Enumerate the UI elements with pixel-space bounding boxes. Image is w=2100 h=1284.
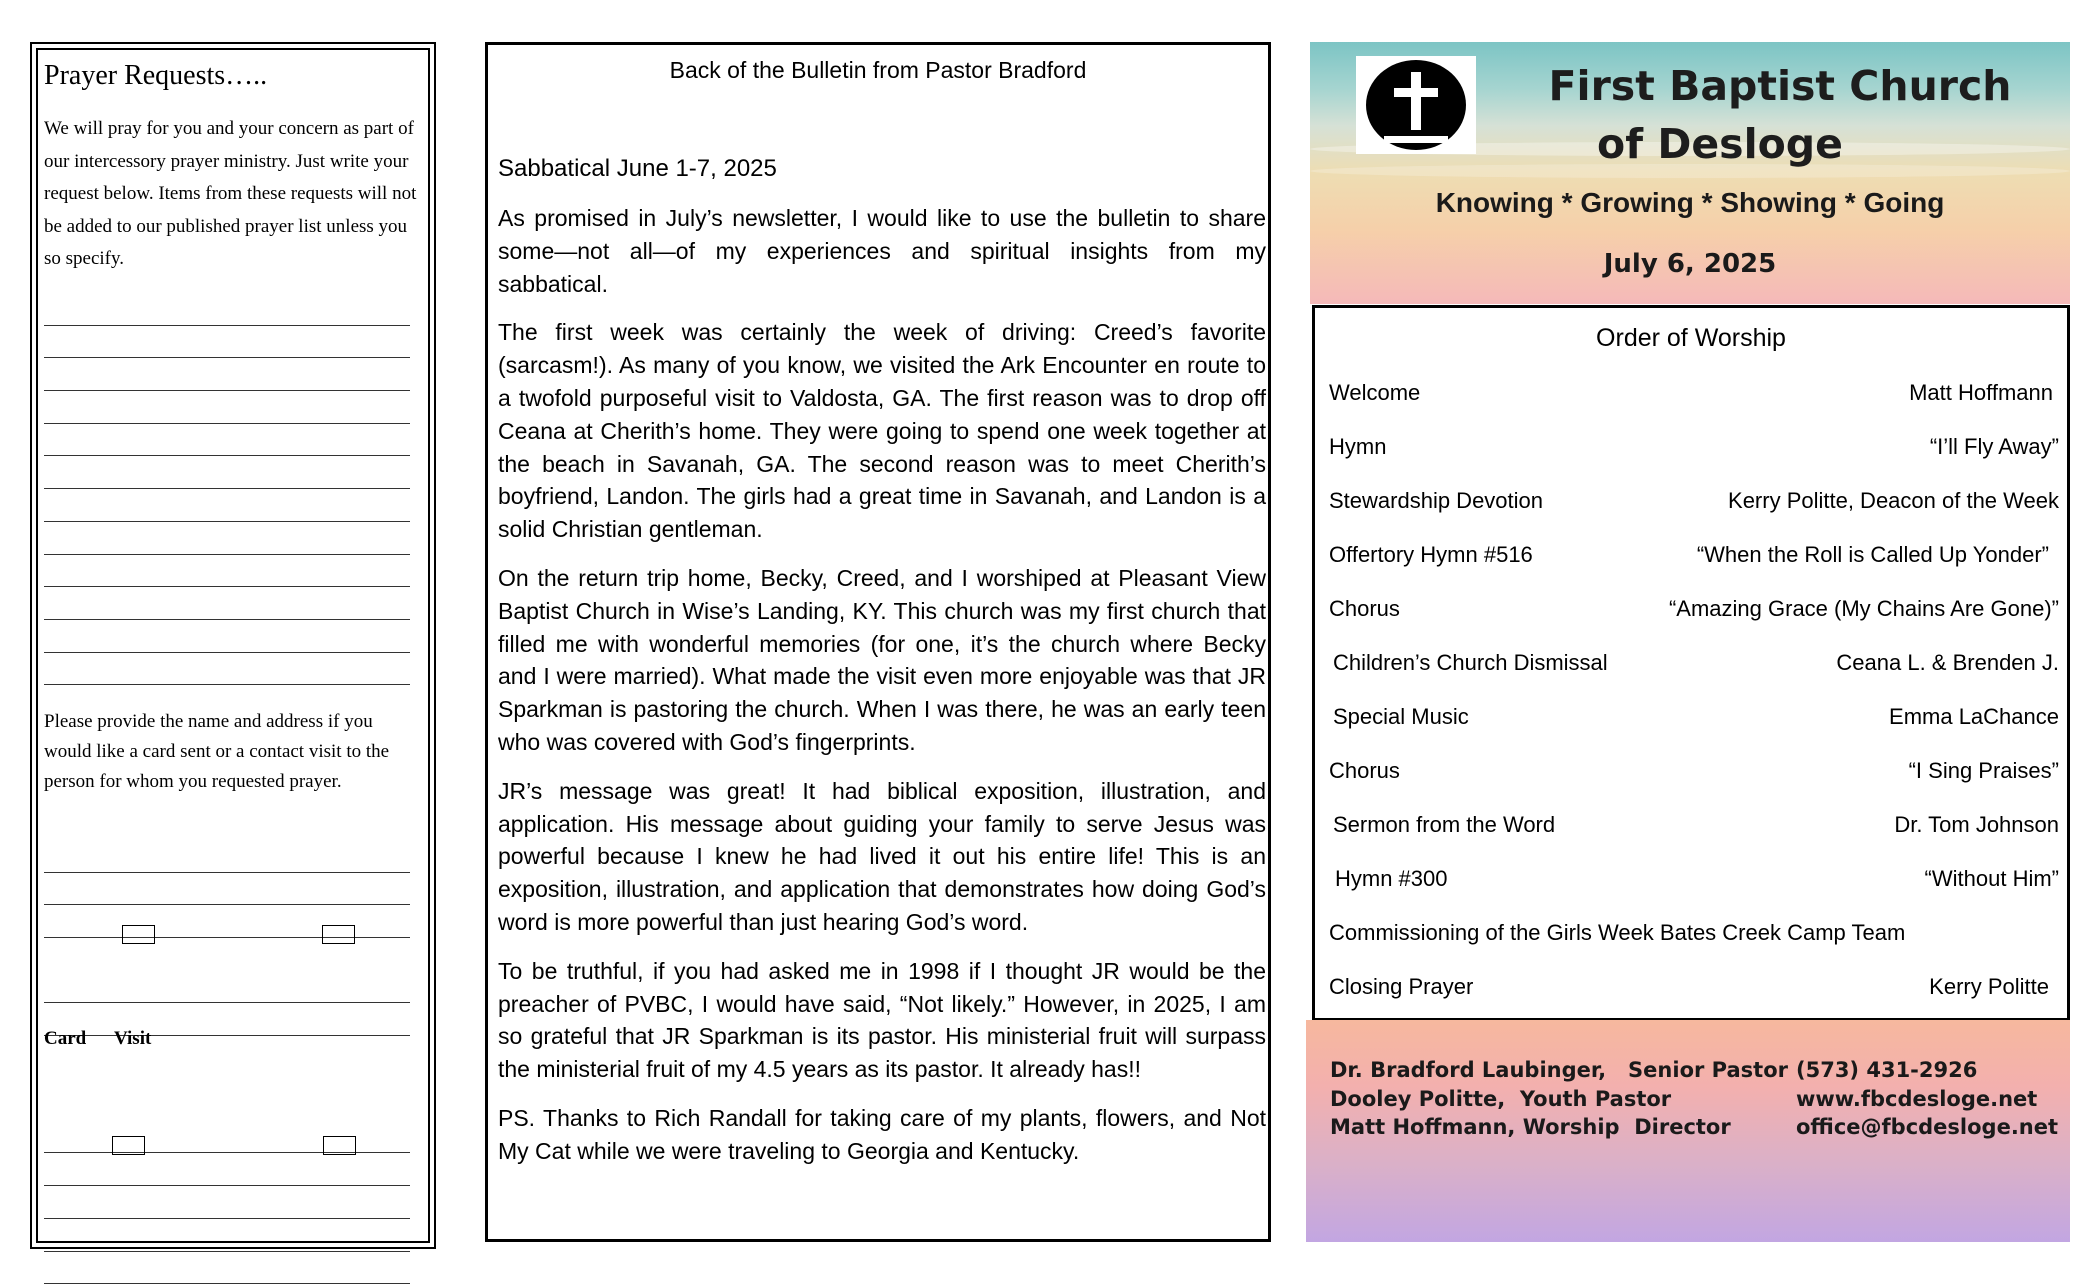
cross-icon	[1411, 72, 1421, 130]
write-line[interactable]	[44, 293, 410, 326]
write-line[interactable]	[44, 1219, 410, 1252]
worship-item-label: Hymn #300	[1335, 866, 1448, 892]
worship-item-leader: Kerry Politte, Deacon of the Week	[1728, 488, 2059, 514]
church-header-banner	[1310, 42, 2070, 304]
worship-item-label: Hymn	[1329, 434, 1386, 460]
worship-item	[1329, 812, 2059, 848]
worship-item	[1329, 380, 2059, 416]
prayer-intro-text: We will pray for you and your concern as part of our intercessory prayer ministry. Just write your request below. Items from these requests will not be added to our published prayer list unless you so specify.	[44, 113, 424, 276]
letter-title: Back of the Bulletin from Pastor Bradford	[488, 57, 1268, 84]
write-line[interactable]	[44, 840, 410, 873]
staff-list	[1330, 1056, 1788, 1142]
church-phone[interactable]: (573) 431-2926	[1796, 1056, 2058, 1085]
worship-item-label: Welcome	[1329, 380, 1420, 406]
worship-item	[1329, 488, 2059, 524]
write-line[interactable]	[44, 1003, 410, 1036]
write-line[interactable]	[44, 653, 410, 686]
worship-item-label: Children’s Church Dismissal	[1333, 650, 1608, 676]
letter-paragraph: JR’s message was great! It had biblical exposition, illustration, and application. His message about guiding your family to serve Jesus was powerful because I knew he had lived it out his entire life! This is an exposition, illustration, and application that demonstrates how doing God’s word is more powerful than just hearing God’s word.	[498, 775, 1266, 939]
visit-label: Visit	[114, 1028, 151, 1050]
worship-item	[1329, 542, 2059, 578]
prayer-request-panel	[36, 48, 430, 1243]
worship-item	[1329, 974, 2059, 1010]
write-line[interactable]	[44, 489, 410, 522]
worship-item-leader: Kerry Politte	[1929, 974, 2049, 1000]
visit-checkbox[interactable]	[323, 1136, 356, 1155]
worship-item-label: Special Music	[1333, 704, 1469, 730]
worship-item-leader: “I Sing Praises”	[1909, 758, 2059, 784]
worship-item-leader: Ceana L. & Brenden J.	[1836, 650, 2059, 676]
prayer-request-lines[interactable]	[44, 293, 410, 685]
church-email-link[interactable]: office@fbcdesloge.net	[1796, 1113, 2058, 1142]
write-line[interactable]	[44, 1153, 410, 1186]
worship-item	[1329, 866, 2059, 902]
write-line[interactable]	[44, 555, 410, 588]
write-line[interactable]	[44, 1252, 410, 1284]
worship-item-label: Commissioning of the Girls Week Bates Creek Camp Team	[1329, 920, 1905, 946]
pastor-letter-panel	[485, 42, 1271, 1242]
write-line[interactable]	[44, 358, 410, 391]
staff-senior-pastor: Dr. Bradford Laubinger, Senior Pastor	[1330, 1056, 1788, 1085]
letter-body	[498, 202, 1266, 1184]
card-label: Card	[44, 1028, 86, 1050]
worship-item-leader: “I’ll Fly Away”	[1930, 434, 2059, 460]
worship-item-leader: Emma LaChance	[1889, 704, 2059, 730]
church-contact-footer	[1306, 1020, 2070, 1242]
contact-info	[1796, 1056, 2058, 1142]
worship-item-leader: Matt Hoffmann	[1909, 380, 2053, 406]
write-line[interactable]	[44, 522, 410, 555]
worship-title: Order of Worship	[1315, 324, 2067, 353]
worship-item-label: Chorus	[1329, 596, 1400, 622]
bulletin-date: July 6, 2025	[1310, 249, 2070, 279]
worship-item-label: Closing Prayer	[1329, 974, 1473, 1000]
worship-item	[1329, 434, 2059, 470]
prayer-title: Prayer Requests…..	[44, 60, 267, 92]
provide-address-text: Please provide the name and address if you would like a card sent or a contact visit to the person for whom you requested prayer.	[44, 707, 424, 797]
write-line[interactable]	[44, 905, 410, 938]
write-line[interactable]	[44, 391, 410, 424]
write-line[interactable]	[44, 620, 410, 653]
worship-item-label: Offertory Hymn #516	[1329, 542, 1533, 568]
church-website-link[interactable]: www.fbcdesloge.net	[1796, 1085, 2058, 1114]
address-lines[interactable]	[44, 840, 410, 1284]
write-line[interactable]	[44, 424, 410, 457]
worship-item	[1329, 758, 2059, 794]
letter-paragraph: As promised in July’s newsletter, I would like to use the bulletin to share some—not all—of my experiences and spiritual insights from my sabbatical.	[498, 202, 1266, 300]
church-motto: Knowing * Growing * Showing * Going	[1310, 187, 2070, 219]
write-line[interactable]	[44, 938, 410, 1003]
worship-item	[1329, 704, 2059, 740]
worship-item-leader: Dr. Tom Johnson	[1894, 812, 2059, 838]
card-checkbox[interactable]	[112, 1136, 145, 1155]
write-line[interactable]	[44, 873, 410, 906]
letter-paragraph: The first week was certainly the week of driving: Creed’s favorite (sarcasm!). As many of you know, we visited the Ark Encounter en route to a twofold purposeful visit to Valdosta, GA. The first reason was to drop off Ceana at Cherith’s home. They were going to spend one week together at the beach in Savanah, GA. The second reason was to meet Cherith’s boyfriend, Landon. The girls had a great time in Savanah, and Landon is a solid Christian gentleman.	[498, 316, 1266, 546]
visit-checkbox-top[interactable]	[322, 925, 355, 944]
letter-paragraph: PS. Thanks to Rich Randall for taking care of my plants, flowers, and Not My Cat while we were traveling to Georgia and Kentucky.	[498, 1102, 1266, 1168]
worship-item	[1329, 650, 2059, 686]
church-name-line1: First Baptist Church	[1500, 57, 2060, 115]
write-line[interactable]	[44, 456, 410, 489]
worship-item-label: Chorus	[1329, 758, 1400, 784]
order-of-worship	[1312, 305, 2070, 1021]
write-line[interactable]	[44, 587, 410, 620]
write-line[interactable]	[44, 1186, 410, 1219]
church-logo	[1356, 56, 1476, 154]
church-name-line2: of Desloge	[1500, 115, 2060, 173]
card-checkbox-top[interactable]	[122, 925, 155, 944]
letter-paragraph: On the return trip home, Becky, Creed, and I worshiped at Pleasant View Baptist Church in Wise’s Landing, KY. This church was my first church that filled me with wonderful memories (for one, it’s the church where Becky and I were married). What made the visit even more enjoyable was that JR Sparkman is pastoring the church. When I was there, he was an early teen who was covered with God’s fingerprints.	[498, 562, 1266, 759]
cross-icon-base	[1384, 136, 1448, 143]
spacer	[44, 1036, 410, 1121]
letter-paragraph: To be truthful, if you had asked me in 1998 if I thought JR would be the preacher of PVBC, I would have said, “Not likely.” However, in 2025, I am so grateful that JR Sparkman is its pastor. His ministerial fruit will surpass the ministerial fruit of my 4.5 years as its pastor. It already has!!	[498, 955, 1266, 1086]
worship-item-leader: “Amazing Grace (My Chains Are Gone)”	[1669, 596, 2059, 622]
letter-subtitle: Sabbatical June 1-7, 2025	[498, 155, 777, 183]
church-name	[1500, 57, 2060, 173]
worship-item-label: Stewardship Devotion	[1329, 488, 1543, 514]
staff-youth-pastor: Dooley Politte, Youth Pastor	[1330, 1085, 1788, 1114]
cross-icon-bar	[1394, 88, 1438, 97]
write-line[interactable]	[44, 326, 410, 359]
staff-worship-director: Matt Hoffmann, Worship Director	[1330, 1113, 1788, 1142]
worship-item-leader: “Without Him”	[1925, 866, 2059, 892]
worship-item	[1329, 920, 2059, 956]
worship-item-label: Sermon from the Word	[1333, 812, 1555, 838]
worship-item-leader: “When the Roll is Called Up Yonder”	[1697, 542, 2049, 568]
worship-item	[1329, 596, 2059, 632]
